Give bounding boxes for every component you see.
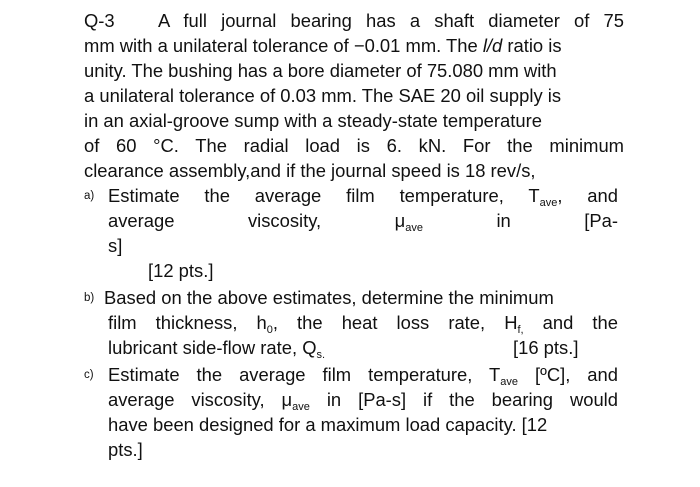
part-c-letter: c) xyxy=(84,369,94,381)
part-b-letter: b) xyxy=(84,292,95,304)
intro-line-5: in an axial-groove sump with a steady-state temperature xyxy=(84,110,542,131)
intro-line-1: Q-3 A full journal bearing has a shaft diameter of 75 xyxy=(84,10,624,31)
part-c-line-4: pts.] xyxy=(108,439,143,460)
part-c-line-3: have been designed for a maximum load capacity. [12 xyxy=(108,414,548,435)
part-b-points: [16 pts.] xyxy=(513,337,579,358)
part-c-line-2: average viscosity, $\mu_{ave}$ in [Pa-s] if the bearing would xyxy=(108,389,618,413)
part-c-line-1: Estimate the average film temperature, $T_{ave}$ [ºC], and xyxy=(108,364,618,388)
intro-line-4: a unilateral tolerance of 0.03 mm. The SAE 20 oil supply is xyxy=(84,85,562,106)
part-a-letter: a) xyxy=(84,190,95,202)
part-a-line-2: average viscosity, $\mu_{ave}$ in [Pa- xyxy=(108,210,618,234)
part-b-line-1: Based on the above estimates, determine the minimum xyxy=(104,287,554,308)
intro-line-3: unity. The bushing has a bore diameter of 75.080 mm with xyxy=(84,60,557,81)
intro-line-2: mm with a unilateral tolerance of −0.01 mm. The l/d ratio is xyxy=(84,35,562,56)
part-b-line-2: film thickness, $h_0$, the heat loss rate, $H_{f,}$ and the xyxy=(108,312,618,336)
part-a-points: [12 pts.] xyxy=(148,260,214,281)
question-label: Q-3 xyxy=(84,10,115,31)
ld-ratio-symbol: l/d xyxy=(482,35,503,56)
part-a-line-3: s] xyxy=(108,235,123,256)
intro-line-7: clearance assembly,and if the journal speed is 18 rev/s, xyxy=(84,160,536,181)
intro-line-6: of 60 °C. The radial load is 6. kN. For the minimum xyxy=(84,135,624,156)
part-a-line-1: Estimate the average film temperature, $T_{ave}$, and xyxy=(108,185,618,209)
mu-ave-symbol: $\mu_{ave}$ xyxy=(394,210,423,234)
part-b-line-3: lubricant side-flow rate, $Q_{s.}$ xyxy=(108,337,326,361)
